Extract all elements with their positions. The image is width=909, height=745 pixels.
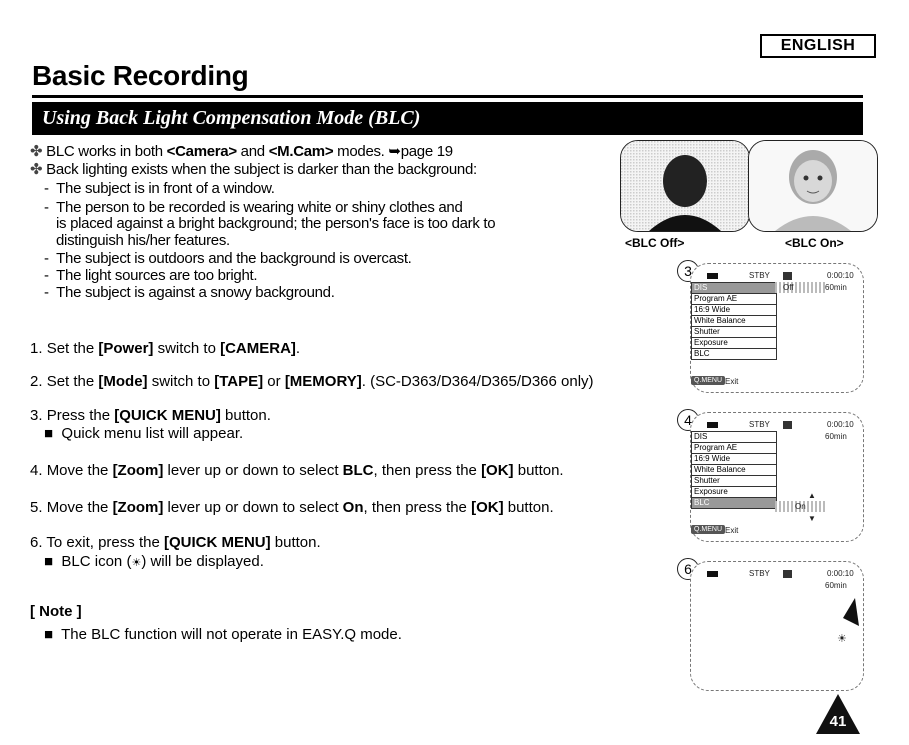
step-number: 2. [30,373,47,390]
caption-blc-off: <BLC Off> [625,236,685,250]
menu-item: 16:9 Wide [692,305,776,316]
step-text: button. [503,499,554,516]
case-text: The person to be recorded is wearing white or shiny clothes and [56,199,463,216]
intro-text: BLC works in both [46,143,167,160]
step-key: [TAPE] [214,373,264,390]
step-key: On [342,499,364,516]
intro-text: and [236,143,269,160]
remaining-time: 60min [825,432,847,441]
step-number: 3. [30,407,47,424]
page-number: 41 [829,713,847,730]
sp-icon [783,421,792,429]
diamond-bullet-icon: ✤ [30,161,43,178]
step-number: 4. [30,462,47,479]
menu-item: DIS [692,432,776,443]
case-text: The light sources are too bright. [56,267,258,284]
stby-label: STBY [749,569,770,578]
exit-label: Exit [725,377,739,386]
pointer-arrow-icon [841,598,859,628]
case-text: The subject is outdoors and the background is overcast. [56,250,412,267]
step-key: [Zoom] [112,499,164,516]
blc-icon: ☀ [131,557,142,569]
screen-step-4 [690,412,864,542]
menu-item: DIS [692,283,776,294]
step-key: [QUICK MENU] [114,407,221,424]
page-reference: ➥page 19 [388,143,453,160]
step-key: [OK] [481,462,514,479]
photo-blc-on [748,140,878,232]
screen-step-number: 6 [677,558,699,580]
qmenu-button-icon: Q.MENU [691,525,725,534]
step-3 [30,406,271,426]
step-text: , then press the [373,462,482,479]
menu-item: 16:9 Wide [692,454,776,465]
note-text: The BLC function will not operate in EASY.Q mode. [61,626,402,643]
step-3-sub [44,424,243,444]
step-key: [QUICK MENU] [163,534,271,551]
section-title: Using Back Light Compensation Mode (BLC) [42,107,421,129]
step-number: 6. [30,534,47,551]
step-text: button. [513,462,564,479]
menu-item: White Balance [692,465,776,476]
case-item-cont: is placed against a bright background; the person's face is too dark to [56,215,496,232]
step-number: 1. [30,340,47,357]
quick-menu-list [691,431,777,509]
diamond-bullet-icon: ✤ [30,143,43,160]
step-key: [Mode] [98,373,148,390]
stby-label: STBY [749,271,770,280]
menu-item: Shutter [692,327,776,338]
step-text: Set the [46,340,99,357]
step-text: Set the [46,373,99,390]
step-text: . (SC-D363/D364/D365/D366 only) [361,373,594,390]
step-2 [30,372,594,392]
intro-text: modes. [333,143,389,160]
menu-item: BLC [694,349,710,358]
step-key: [CAMERA] [220,340,296,357]
arrow-up-icon: ▲ [808,491,816,500]
section-banner [32,102,863,135]
square-bullet-icon: ■ [44,626,54,643]
step-text: . [295,340,301,357]
quick-menu-list [691,282,777,360]
menu-item: Shutter [692,476,776,487]
note-title: [ Note ] [30,603,82,620]
step-1 [30,339,300,359]
step-text: button. [270,534,321,551]
step-6-sub [44,552,264,573]
step-key: [Zoom] [112,462,164,479]
case-text: The subject is in front of a window. [56,180,275,197]
menu-item: Exposure [692,487,776,498]
mode-mcam: <M.Cam> [268,143,334,160]
case-item: - The subject is in front of a window. [44,180,275,197]
step-6 [30,533,321,553]
caption-blc-on: <BLC On> [785,236,844,250]
qmenu-button-icon: Q.MENU [691,376,725,385]
screen-step-number: 3 [677,260,699,282]
case-text: The subject is against a snowy background. [56,284,335,301]
sp-icon [783,272,792,280]
title-rule [32,95,863,98]
page-title: Basic Recording [32,60,249,91]
case-item: - The subject is against a snowy background. [44,284,335,301]
exit-label: Exit [725,526,739,535]
note-item [44,625,402,645]
step-text: switch to [153,340,221,357]
step-key: [Power] [98,340,154,357]
remaining-time: 60min [825,581,847,590]
menu-option: On [795,502,806,511]
page-number-badge [816,694,860,734]
menu-item: Program AE [692,294,776,305]
menu-item: White Balance [692,316,776,327]
intro-line-2 [30,160,477,179]
screen-step-6 [690,561,864,691]
screen-step-3 [690,263,864,393]
case-item: - The person to be recorded is wearing white or shiny clothes and [44,199,463,216]
step-text: To exit, press the [46,534,164,551]
case-item: - The light sources are too bright. [44,267,258,284]
step-text: Move the [46,462,113,479]
step-5 [30,498,554,518]
step-subtext: BLC icon ( [61,553,132,570]
battery-icon [707,422,718,428]
step-key: BLC [342,462,374,479]
battery-icon [707,571,718,577]
step-text: lever up or down to select [163,462,343,479]
step-number: 5. [30,499,47,516]
menu-option: Off [783,283,794,292]
step-text: switch to [147,373,215,390]
mode-camera: <Camera> [166,143,237,160]
battery-icon [707,273,718,279]
menu-item: Program AE [692,443,776,454]
menu-item: Exposure [692,338,776,349]
step-4 [30,461,564,481]
sp-icon [783,570,792,578]
step-text: Press the [46,407,115,424]
case-item: - The subject is outdoors and the background is overcast. [44,250,412,267]
language-label: ENGLISH [760,34,876,58]
screen-step-number: 4 [677,409,699,431]
intro-line-1 [30,142,453,161]
step-key: [OK] [471,499,504,516]
step-text: button. [220,407,271,424]
step-text: Move the [46,499,113,516]
menu-item: BLC [692,498,776,508]
photo-blc-off [620,140,750,232]
step-key: [MEMORY] [284,373,362,390]
step-subtext: ) will be displayed. [141,553,264,570]
timecode: 0:00:10 [827,271,854,280]
step-text: lever up or down to select [163,499,343,516]
remaining-time: 60min [825,283,847,292]
square-bullet-icon: ■ [44,425,54,442]
timecode: 0:00:10 [827,420,854,429]
square-bullet-icon: ■ [44,553,54,570]
case-item-cont: distinguish his/her features. [56,232,230,249]
stby-label: STBY [749,420,770,429]
step-text: or [263,373,285,390]
step-subtext: Quick menu list will appear. [61,425,244,442]
timecode: 0:00:10 [827,569,854,578]
step-text: , then press the [363,499,472,516]
arrow-down-icon: ▼ [808,514,816,523]
intro-text: Back lighting exists when the subject is darker than the background: [46,161,477,178]
blc-indicator-icon: ☀ [837,633,847,645]
